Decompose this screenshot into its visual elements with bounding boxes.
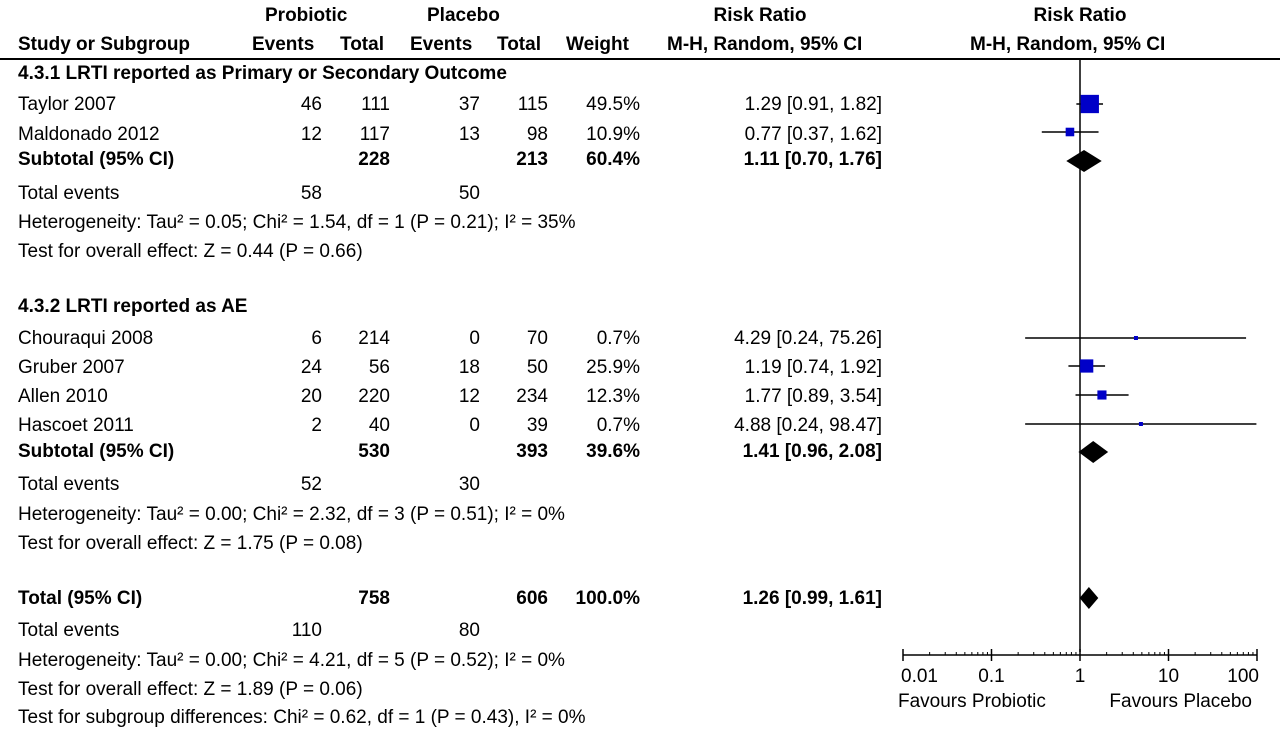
- total-probiotic: 117: [359, 124, 390, 145]
- total-probiotic: 111: [361, 94, 390, 115]
- total-placebo: 50: [526, 357, 548, 378]
- weight-value: 0.7%: [596, 328, 640, 349]
- x-tick-label: 0.01: [901, 666, 938, 687]
- study-marker: [1097, 390, 1106, 399]
- total-events-label: Total events: [18, 474, 120, 495]
- header-total1: Total: [340, 34, 384, 55]
- subtotal-ci: 1.11 [0.70, 1.76]: [743, 149, 882, 170]
- heterogeneity-text: Heterogeneity: Tau² = 0.05; Chi² = 1.54, df = 1 (P = 0.21); I² = 35%: [18, 212, 576, 233]
- header-events1: Events: [252, 34, 315, 55]
- events-probiotic: 24: [300, 357, 322, 378]
- subgroup-title: 4.3.2 LRTI reported as AE: [18, 296, 248, 317]
- header-weight: Weight: [566, 34, 629, 55]
- subtotal-total-placebo: 393: [516, 441, 548, 462]
- header-study-col: Study or Subgroup: [18, 34, 191, 55]
- weight-value: 25.9%: [586, 357, 640, 378]
- rr-ci-value: 4.88 [0.24, 98.47]: [734, 415, 882, 436]
- pooled-diamond: [1080, 587, 1099, 609]
- subgroup-differences-text: Test for subgroup differences: Chi² = 0.62, df = 1 (P = 0.43), I² = 0%: [18, 707, 586, 728]
- total-ci: 1.26 [0.99, 1.61]: [742, 588, 882, 609]
- study-marker: [1139, 422, 1143, 426]
- events-probiotic: 46: [300, 94, 322, 115]
- total-events-probiotic: 110: [291, 620, 322, 641]
- events-placebo: 18: [458, 357, 480, 378]
- header-group2: Placebo: [427, 5, 500, 26]
- favours-left-label: Favours Probiotic: [898, 691, 1046, 712]
- subtotal-total-probiotic: 228: [358, 149, 390, 170]
- subtotal-weight: 60.4%: [586, 149, 640, 170]
- overall-effect-text: Test for overall effect: Z = 0.44 (P = 0.66): [18, 241, 363, 262]
- total-placebo: 115: [517, 94, 548, 115]
- rr-ci-value: 1.77 [0.89, 3.54]: [744, 386, 882, 407]
- weight-value: 49.5%: [586, 94, 640, 115]
- events-placebo: 37: [458, 94, 480, 115]
- events-placebo: 12: [458, 386, 480, 407]
- heterogeneity-text: Heterogeneity: Tau² = 0.00; Chi² = 2.32, df = 3 (P = 0.51); I² = 0%: [18, 504, 565, 525]
- events-placebo: 0: [469, 415, 480, 436]
- events-probiotic: 6: [311, 328, 322, 349]
- header-plot-top: Risk Ratio: [1033, 5, 1127, 26]
- total-events-label: Total events: [18, 620, 120, 641]
- favours-right-label: Favours Placebo: [1109, 691, 1252, 712]
- study-marker: [1066, 128, 1075, 137]
- events-probiotic: 2: [311, 415, 322, 436]
- subtotal-weight: 39.6%: [586, 441, 640, 462]
- total-label: Total (95% CI): [18, 588, 143, 609]
- total-placebo: 98: [526, 124, 548, 145]
- subgroup-title: 4.3.1 LRTI reported as Primary or Secondary Outcome: [18, 63, 507, 84]
- total-weight: 100.0%: [575, 588, 640, 609]
- total-total-probiotic: 758: [358, 588, 390, 609]
- header-total2: Total: [497, 34, 541, 55]
- total-events-placebo: 80: [458, 620, 480, 641]
- rr-ci-value: 1.29 [0.91, 1.82]: [744, 94, 882, 115]
- overall-effect-text: Test for overall effect: Z = 1.89 (P = 0.06): [18, 679, 363, 700]
- header-rr-top: Risk Ratio: [713, 5, 807, 26]
- events-probiotic: 12: [300, 124, 322, 145]
- total-probiotic: 40: [368, 415, 390, 436]
- study-name: Gruber 2007: [18, 357, 125, 378]
- total-events-placebo: 30: [458, 474, 480, 495]
- events-probiotic: 20: [300, 386, 322, 407]
- total-total-placebo: 606: [516, 588, 548, 609]
- total-placebo: 39: [526, 415, 548, 436]
- rr-ci-value: 4.29 [0.24, 75.26]: [734, 328, 882, 349]
- total-events-label: Total events: [18, 183, 120, 204]
- header-rr-method: M-H, Random, 95% CI: [667, 34, 863, 55]
- heterogeneity-text: Heterogeneity: Tau² = 0.00; Chi² = 4.21, df = 5 (P = 0.52); I² = 0%: [18, 650, 565, 671]
- study-marker: [1081, 95, 1099, 113]
- total-probiotic: 214: [358, 328, 390, 349]
- header-group1: Probiotic: [265, 5, 348, 26]
- pooled-diamond: [1066, 150, 1101, 172]
- subtotal-label: Subtotal (95% CI): [18, 441, 175, 462]
- total-events-probiotic: 52: [300, 474, 322, 495]
- x-tick-label: 100: [1227, 666, 1259, 687]
- x-tick-label: 1: [1074, 666, 1086, 687]
- total-placebo: 234: [516, 386, 548, 407]
- study-marker: [1134, 336, 1138, 340]
- subtotal-total-placebo: 213: [516, 149, 548, 170]
- total-events-placebo: 50: [458, 183, 480, 204]
- x-tick-label: 10: [1157, 666, 1180, 687]
- events-placebo: 0: [469, 328, 480, 349]
- events-placebo: 13: [458, 124, 480, 145]
- study-name: Allen 2010: [18, 386, 108, 407]
- subtotal-total-probiotic: 530: [358, 441, 390, 462]
- rr-ci-value: 0.77 [0.37, 1.62]: [744, 124, 882, 145]
- study-name: Chouraqui 2008: [18, 328, 154, 349]
- header-events2: Events: [410, 34, 473, 55]
- study-name: Taylor 2007: [18, 94, 117, 115]
- rr-ci-value: 1.19 [0.74, 1.92]: [744, 357, 882, 378]
- subtotal-label: Subtotal (95% CI): [18, 149, 175, 170]
- subtotal-ci: 1.41 [0.96, 2.08]: [742, 441, 882, 462]
- study-name: Hascoet 2011: [18, 415, 134, 436]
- total-probiotic: 56: [368, 357, 390, 378]
- x-tick-label: 0.1: [978, 666, 1005, 687]
- weight-value: 12.3%: [586, 386, 640, 407]
- total-events-probiotic: 58: [300, 183, 322, 204]
- study-name: Maldonado 2012: [18, 124, 160, 145]
- header-plot-method: M-H, Random, 95% CI: [970, 34, 1166, 55]
- pooled-diamond: [1078, 441, 1108, 463]
- weight-value: 10.9%: [586, 124, 640, 145]
- overall-effect-text: Test for overall effect: Z = 1.75 (P = 0.08): [18, 533, 363, 554]
- study-marker: [1080, 359, 1093, 372]
- total-probiotic: 220: [358, 386, 390, 407]
- weight-value: 0.7%: [596, 415, 640, 436]
- total-placebo: 70: [526, 328, 548, 349]
